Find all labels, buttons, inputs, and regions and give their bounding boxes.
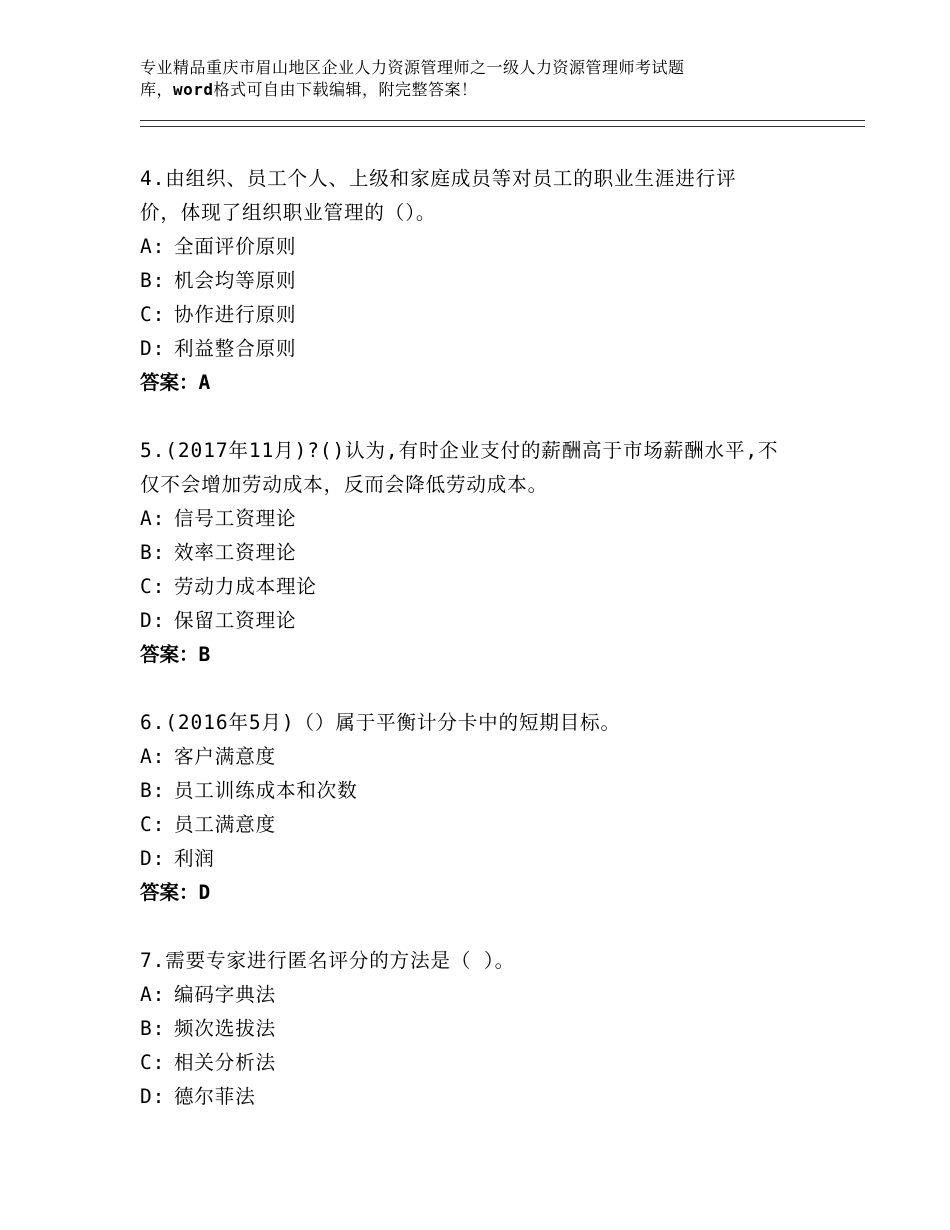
option-c [140, 298, 820, 332]
header-title-line-1: 专业精品重庆市眉山地区企业人力资源管理师之一级人力资源管理师考试题 [140, 58, 685, 77]
option-letter: B: [140, 269, 166, 292]
header-title-line-2 [140, 79, 840, 101]
question-stem-line: 价，体现了组织职业管理的（）。 [140, 201, 437, 224]
option-letter: D: [140, 1085, 166, 1108]
option-letter: B: [140, 541, 166, 564]
option-a [140, 740, 820, 774]
option-text: 全面评价原则 [174, 235, 297, 258]
option-letter: D: [140, 847, 166, 870]
option-text: 利益整合原则 [174, 337, 297, 360]
answer-label: 答案：B [140, 643, 211, 666]
option-text: 效率工资理论 [174, 541, 297, 564]
option-letter: C: [140, 575, 166, 598]
header-suffix: 格式可自由下载编辑，附完整答案！ [213, 80, 478, 99]
option-text: 员工满意度 [174, 813, 277, 836]
option-a [140, 502, 820, 536]
header-prefix: 库， [140, 80, 174, 99]
option-d [140, 842, 820, 876]
question-stem [140, 706, 820, 740]
question-4 [140, 162, 820, 400]
option-c [140, 808, 820, 842]
option-a [140, 230, 820, 264]
option-text: 利润 [174, 847, 215, 870]
option-letter: B: [140, 779, 166, 802]
document-header [140, 57, 840, 101]
option-text: 机会均等原则 [174, 269, 297, 292]
question-6 [140, 706, 820, 910]
question-list [140, 162, 820, 1148]
option-letter: A: [140, 983, 166, 1006]
option-text: 信号工资理论 [174, 507, 297, 530]
option-letter: C: [140, 303, 166, 326]
header-word-format: word [173, 80, 214, 99]
question-stem-line: 4.由组织、员工个人、上级和家庭成员等对员工的职业生涯进行评 [140, 167, 737, 190]
question-5 [140, 434, 820, 672]
option-text: 频次选拔法 [174, 1017, 277, 1040]
option-letter: B: [140, 1017, 166, 1040]
option-d [140, 1080, 820, 1114]
answer-label: 答案：D [140, 881, 211, 904]
header-divider [140, 120, 865, 127]
option-letter: D: [140, 609, 166, 632]
option-a [140, 978, 820, 1012]
option-letter: C: [140, 1051, 166, 1074]
option-letter: A: [140, 745, 166, 768]
option-c [140, 570, 820, 604]
option-text: 员工训练成本和次数 [174, 779, 358, 802]
option-text: 德尔菲法 [174, 1085, 256, 1108]
option-c [140, 1046, 820, 1080]
option-letter: A: [140, 507, 166, 530]
option-text: 劳动力成本理论 [174, 575, 317, 598]
option-text: 协作进行原则 [174, 303, 297, 326]
option-d [140, 332, 820, 366]
question-stem [140, 434, 820, 502]
question-stem [140, 944, 820, 978]
option-text: 编码字典法 [174, 983, 277, 1006]
option-text: 相关分析法 [174, 1051, 277, 1074]
question-stem-line: 7.需要专家进行匿名评分的方法是（ ）。 [140, 949, 515, 972]
option-b [140, 536, 820, 570]
answer-label: 答案：A [140, 371, 211, 394]
option-b [140, 1012, 820, 1046]
option-text: 客户满意度 [174, 745, 277, 768]
option-b [140, 774, 820, 808]
option-letter: D: [140, 337, 166, 360]
question-stem-line: 仅不会增加劳动成本，反而会降低劳动成本。 [140, 473, 549, 496]
option-text: 保留工资理论 [174, 609, 297, 632]
option-letter: A: [140, 235, 166, 258]
option-b [140, 264, 820, 298]
option-d [140, 604, 820, 638]
question-stem-line: 5.(2017年11月)?()认为,有时企业支付的薪酬高于市场薪酬水平,不 [140, 439, 779, 462]
option-letter: C: [140, 813, 166, 836]
question-stem [140, 162, 820, 230]
question-7 [140, 944, 820, 1114]
question-stem-line: 6.(2016年5月)（）属于平衡计分卡中的短期目标。 [140, 711, 621, 734]
